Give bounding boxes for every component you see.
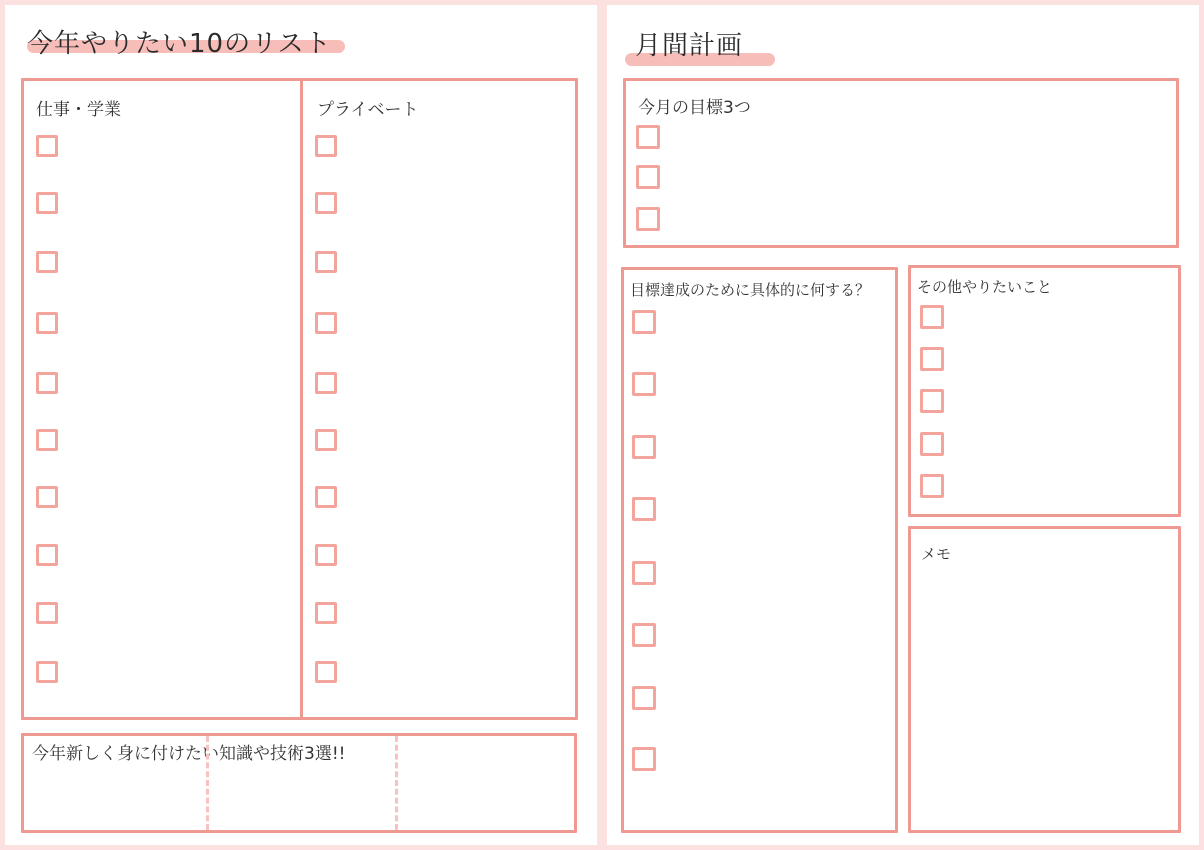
skills-box bbox=[21, 733, 577, 833]
action-checkbox[interactable] bbox=[632, 747, 656, 771]
action-plan-box bbox=[621, 267, 898, 833]
action-plan-label: 目標達成のために具体的に何する？ bbox=[630, 281, 871, 299]
other-todos-label: その他やりたいこと bbox=[917, 278, 1053, 296]
other-checkbox[interactable] bbox=[920, 474, 944, 498]
private-checkbox[interactable] bbox=[315, 372, 337, 394]
memo-box bbox=[908, 526, 1181, 833]
monthly-goals-box bbox=[623, 78, 1179, 248]
private-box bbox=[300, 78, 578, 720]
goal-checkbox[interactable] bbox=[636, 165, 660, 189]
action-checkbox[interactable] bbox=[632, 372, 656, 396]
private-checkbox[interactable] bbox=[315, 429, 337, 451]
other-checkbox[interactable] bbox=[920, 347, 944, 371]
skills-divider bbox=[395, 736, 398, 830]
other-todos-box bbox=[908, 265, 1181, 517]
work-checkbox[interactable] bbox=[36, 602, 58, 624]
private-checkbox[interactable] bbox=[315, 661, 337, 683]
page-title: 今年やりたい10のリスト bbox=[27, 29, 332, 59]
private-label: プライベート bbox=[317, 100, 419, 120]
work-checkbox[interactable] bbox=[36, 661, 58, 683]
private-checkbox[interactable] bbox=[315, 135, 337, 157]
action-checkbox[interactable] bbox=[632, 623, 656, 647]
work-study-label: 仕事・学業 bbox=[36, 100, 121, 120]
page-title: 月間計画 bbox=[635, 31, 744, 61]
action-checkbox[interactable] bbox=[632, 497, 656, 521]
work-checkbox[interactable] bbox=[36, 486, 58, 508]
monthly-goals-label: 今月の目標3つ bbox=[638, 98, 751, 118]
private-checkbox[interactable] bbox=[315, 602, 337, 624]
left-page bbox=[5, 5, 597, 845]
other-checkbox[interactable] bbox=[920, 389, 944, 413]
work-checkbox[interactable] bbox=[36, 544, 58, 566]
private-checkbox[interactable] bbox=[315, 251, 337, 273]
action-checkbox[interactable] bbox=[632, 435, 656, 459]
skills-label: 今年新しく身に付けたい知識や技術3選!! bbox=[32, 744, 346, 764]
work-checkbox[interactable] bbox=[36, 312, 58, 334]
goal-checkbox[interactable] bbox=[636, 207, 660, 231]
right-page bbox=[607, 5, 1199, 845]
private-checkbox[interactable] bbox=[315, 192, 337, 214]
goal-checkbox[interactable] bbox=[636, 125, 660, 149]
private-checkbox[interactable] bbox=[315, 312, 337, 334]
other-checkbox[interactable] bbox=[920, 432, 944, 456]
action-checkbox[interactable] bbox=[632, 686, 656, 710]
action-checkbox[interactable] bbox=[632, 310, 656, 334]
work-study-box bbox=[21, 78, 303, 720]
memo-label: メモ bbox=[921, 545, 952, 563]
work-checkbox[interactable] bbox=[36, 372, 58, 394]
skills-divider bbox=[206, 736, 209, 830]
work-checkbox[interactable] bbox=[36, 251, 58, 273]
action-checkbox[interactable] bbox=[632, 561, 656, 585]
work-checkbox[interactable] bbox=[36, 429, 58, 451]
private-checkbox[interactable] bbox=[315, 544, 337, 566]
other-checkbox[interactable] bbox=[920, 305, 944, 329]
work-checkbox[interactable] bbox=[36, 135, 58, 157]
private-checkbox[interactable] bbox=[315, 486, 337, 508]
work-checkbox[interactable] bbox=[36, 192, 58, 214]
